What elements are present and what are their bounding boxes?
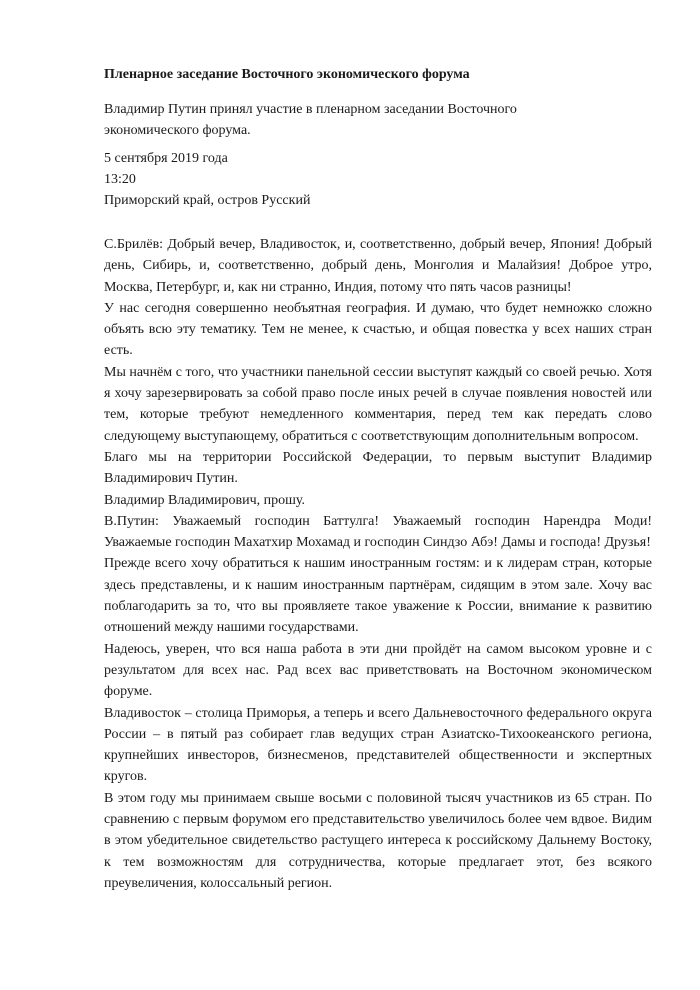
event-date: 5 сентября 2019 года xyxy=(104,151,228,166)
transcript-paragraph: У нас сегодня совершенно необъятная география. И думаю, что будет немножко сложно объять всю эту тематику. Тем не менее, к счастью, и общая повестка у всех наших стран есть. xyxy=(104,300,652,359)
event-location: Приморский край, остров Русский xyxy=(104,193,311,208)
transcript-paragraph: Надеюсь, уверен, что вся наша работа в эти дни пройдёт на самом высоком уровне и с результатом для всех нас. Рад всех вас приветствовать на Восточном экономическом форуме. xyxy=(104,641,652,700)
transcript-paragraph: Владимир Владимирович, прошу. xyxy=(104,492,306,508)
summary-text: Владимир Путин принял участие в пленарном заседании Восточного экономического форума. xyxy=(104,102,517,138)
transcript-paragraph: Мы начнём с того, что участники панельной сессии выступят каждый со своей речью. Хотя я хочу зарезервировать за собой право после иных речей в случае появления новостей или тем, которые требуют немедленного комментария, перед тем как передать слово следующему выступающему, обратиться с соответствующим дополнительным вопросом. xyxy=(104,364,652,444)
transcript-paragraph: Владивосток – столица Приморья, а теперь и всего Дальневосточного федерального округа России – в пятый раз собирает глав ведущих стран Азиатско-Тихоокеанского региона, крупнейших инвесторов, бизнесменов, представителей общественности и экспертных кругов. xyxy=(104,705,652,785)
transcript-paragraph: В.Путин: Уважаемый господин Баттулга! Уважаемый господин Нарендра Моди! Уважаемые господин Махатхир Мохамад и господин Синдзо Абэ! Дамы и господа! Друзья! xyxy=(104,513,652,551)
event-meta xyxy=(104,148,504,211)
transcript-paragraph: В этом году мы принимаем свыше восьми с половиной тысяч участников из 65 стран. По сравнению с первым форумом его представительство увеличилось более чем вдвое. Видим в этом убедительное свидетельство растущего интереса к российскому Дальнему Востоку, к тем возможностям для сотрудничества, которые предлагает этот, без всякого преувеличения, колоссальный регион. xyxy=(104,790,652,891)
event-time: 13:20 xyxy=(104,172,136,187)
page-title: Пленарное заседание Восточного экономического форума xyxy=(104,67,470,82)
transcript-paragraph: Благо мы на территории Российской Федерации, то первым выступит Владимир Владимирович Путин. xyxy=(104,449,652,487)
transcript-paragraph: С.Брилёв: Добрый вечер, Владивосток, и, соответственно, добрый вечер, Япония! Добрый день, Сибирь, и, соответственно, добрый день, Монголия и Малайзия! Доброе утро, Москва, Петербург, и, как ни странно, Индия, потому что пять часов разницы! xyxy=(104,237,652,295)
transcript-paragraph: Прежде всего хочу обратиться к нашим иностранным гостям: и к лидерам стран, которые здесь представлены, и к нашим иностранным партнёрам, сидящим в этом зале. Хочу вас поблагодарить за то, что вы проявляете такое уважение к России, внимание к развитию отношений между нашими государствами. xyxy=(104,556,652,636)
transcript-body xyxy=(104,234,652,894)
